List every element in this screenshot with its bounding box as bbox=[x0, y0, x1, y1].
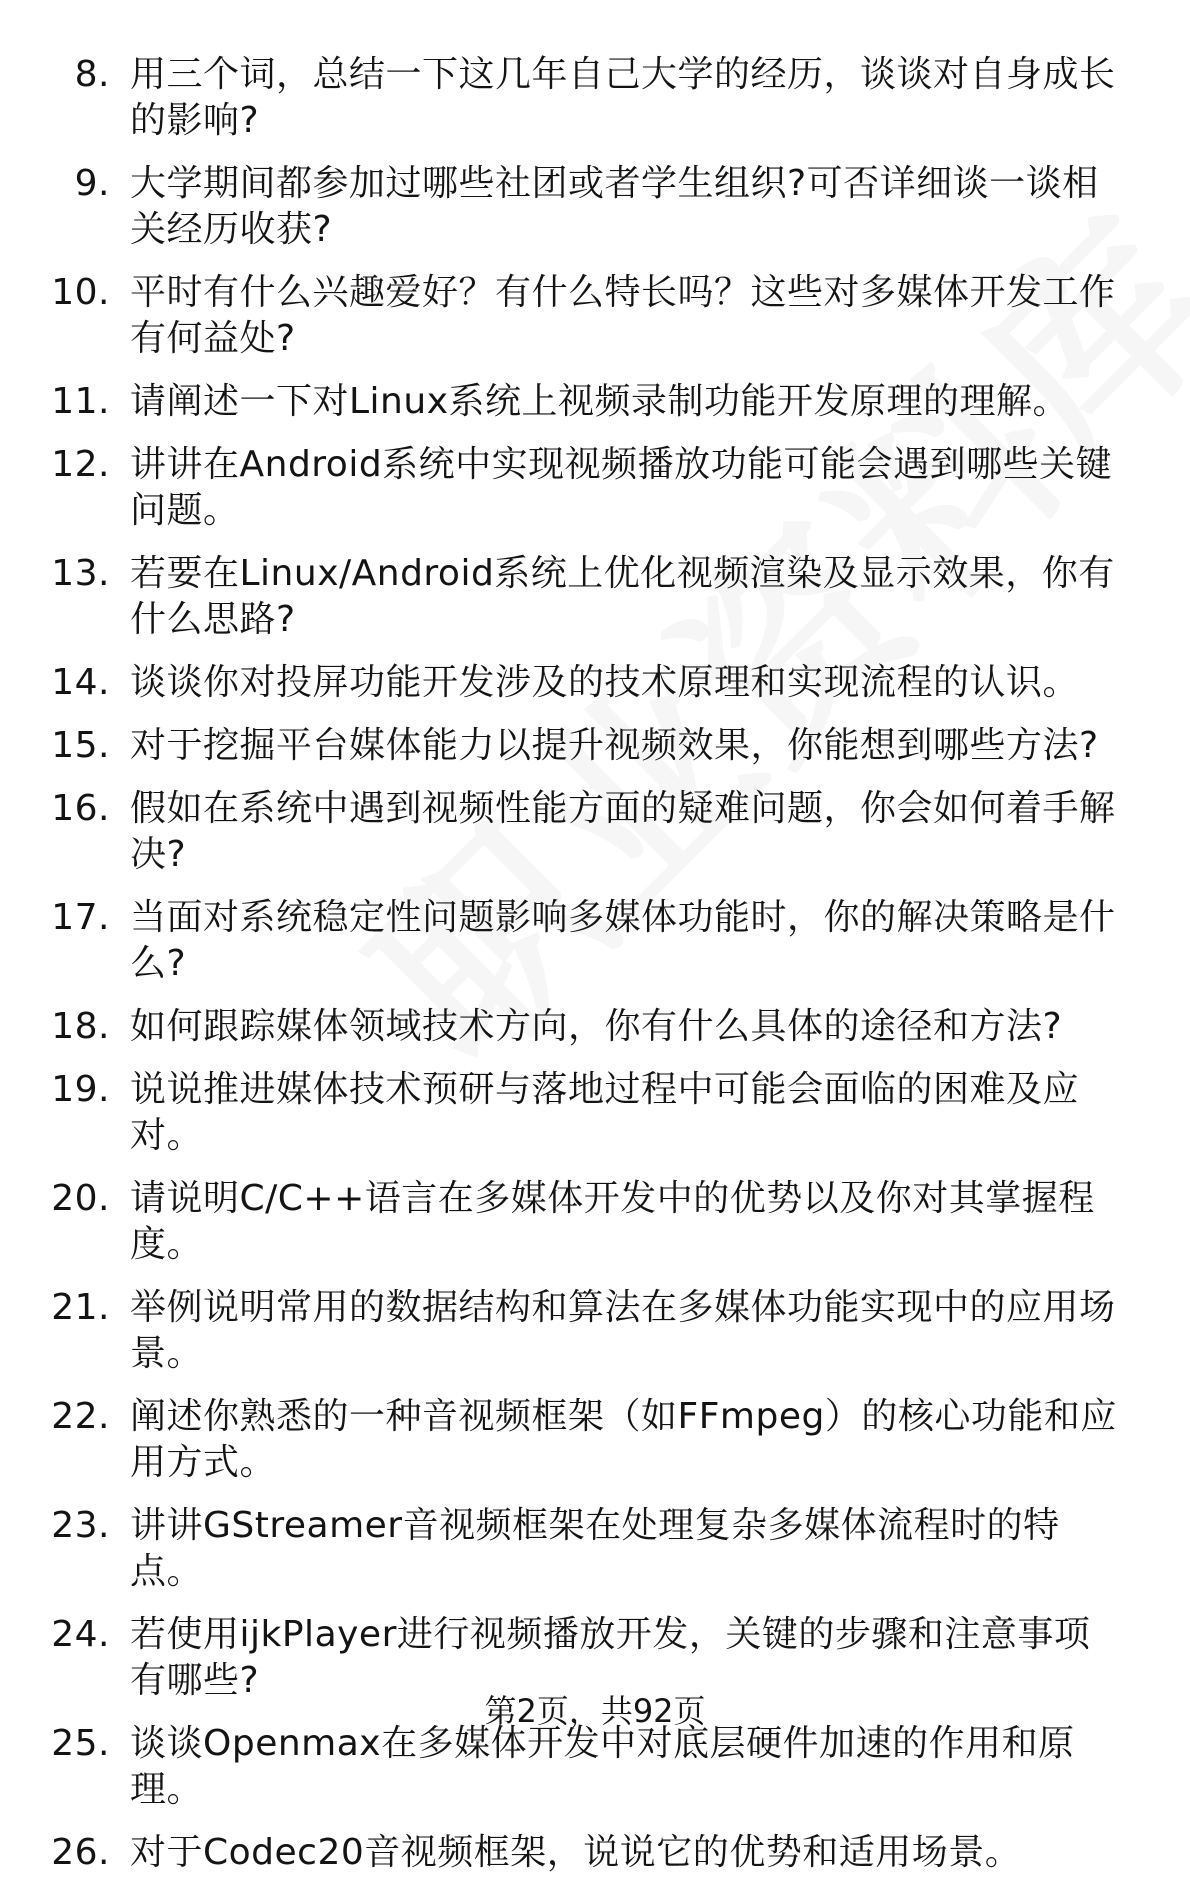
question-item bbox=[0, 723, 1190, 769]
question-text: 请阐述一下对Linux系统上视频录制功能开发原理的理解。 bbox=[130, 381, 1069, 422]
question-number: 13. bbox=[51, 553, 110, 594]
question-text: 举例说明常用的数据结构和算法在多媒体功能实现中的应用场景。 bbox=[130, 1287, 1116, 1374]
question-list bbox=[0, 52, 1190, 1893]
question-text: 若使用ijkPlayer进行视频播放开发，关键的步骤和注意事项有哪些? bbox=[130, 1614, 1091, 1701]
page-number: 第2页，共92页 bbox=[484, 1692, 706, 1730]
question-item bbox=[0, 1830, 1190, 1876]
question-number: 8. bbox=[74, 54, 110, 95]
question-item bbox=[0, 1503, 1190, 1595]
question-number: 26. bbox=[51, 1832, 110, 1873]
question-text: 若要在Linux/Android系统上优化视频渲染及显示效果，你有什么思路? bbox=[130, 553, 1115, 640]
question-text: 讲讲GStreamer音视频框架在处理复杂多媒体流程时的特点。 bbox=[130, 1505, 1060, 1592]
question-item bbox=[0, 1394, 1190, 1486]
question-text: 讲讲在Android系统中实现视频播放功能可能会遇到哪些关键问题。 bbox=[130, 444, 1113, 531]
question-number: 18. bbox=[51, 1006, 110, 1047]
question-text: 对于Codec20音视频框架，说说它的优势和适用场景。 bbox=[130, 1832, 1022, 1873]
question-item bbox=[0, 895, 1190, 987]
question-number: 23. bbox=[51, 1505, 110, 1546]
question-item bbox=[0, 551, 1190, 643]
question-item bbox=[0, 270, 1190, 362]
question-text: 谈谈Openmax在多媒体开发中对底层硬件加速的作用和原理。 bbox=[130, 1723, 1075, 1810]
question-text: 如何跟踪媒体领域技术方向，你有什么具体的途径和方法? bbox=[130, 1006, 1063, 1047]
question-text: 谈谈你对投屏功能开发涉及的技术原理和实现流程的认识。 bbox=[130, 662, 1080, 703]
question-item bbox=[0, 1721, 1190, 1813]
question-number: 12. bbox=[51, 444, 110, 485]
question-number: 21. bbox=[51, 1287, 110, 1328]
question-item bbox=[0, 379, 1190, 425]
question-number: 16. bbox=[51, 788, 110, 829]
question-number: 15. bbox=[51, 725, 110, 766]
question-number: 25. bbox=[51, 1723, 110, 1764]
question-number: 20. bbox=[51, 1178, 110, 1219]
question-number: 11. bbox=[51, 381, 110, 422]
question-item bbox=[0, 1004, 1190, 1050]
question-item bbox=[0, 1176, 1190, 1268]
question-item bbox=[0, 1285, 1190, 1377]
question-item bbox=[0, 161, 1190, 253]
question-text: 请说明C/C++语言在多媒体开发中的优势以及你对其掌握程度。 bbox=[130, 1178, 1095, 1265]
question-number: 17. bbox=[51, 897, 110, 938]
question-number: 9. bbox=[74, 163, 110, 204]
question-text: 大学期间都参加过哪些社团或者学生组织?可否详细谈一谈相关经历收获? bbox=[130, 163, 1099, 250]
question-number: 22. bbox=[51, 1396, 110, 1437]
question-number: 14. bbox=[51, 662, 110, 703]
question-text: 当面对系统稳定性问题影响多媒体功能时，你的解决策略是什么? bbox=[130, 897, 1116, 984]
question-item bbox=[0, 1067, 1190, 1159]
question-item bbox=[0, 442, 1190, 534]
question-item bbox=[0, 52, 1190, 144]
question-item bbox=[0, 660, 1190, 706]
question-number: 19. bbox=[51, 1069, 110, 1110]
question-number: 10. bbox=[51, 272, 110, 313]
question-text: 阐述你熟悉的一种音视频框架（如FFmpeg）的核心功能和应用方式。 bbox=[130, 1396, 1117, 1483]
question-text: 平时有什么兴趣爱好？有什么特长吗？这些对多媒体开发工作有何益处? bbox=[130, 272, 1116, 359]
question-text: 用三个词，总结一下这几年自己大学的经历，谈谈对自身成长的影响? bbox=[130, 54, 1116, 141]
question-item bbox=[0, 786, 1190, 878]
question-text: 假如在系统中遇到视频性能方面的疑难问题，你会如何着手解决? bbox=[130, 788, 1116, 875]
question-number: 24. bbox=[51, 1614, 110, 1655]
question-text: 说说推进媒体技术预研与落地过程中可能会面临的困难及应对。 bbox=[130, 1069, 1080, 1156]
question-text: 对于挖掘平台媒体能力以提升视频效果，你能想到哪些方法? bbox=[130, 725, 1099, 766]
